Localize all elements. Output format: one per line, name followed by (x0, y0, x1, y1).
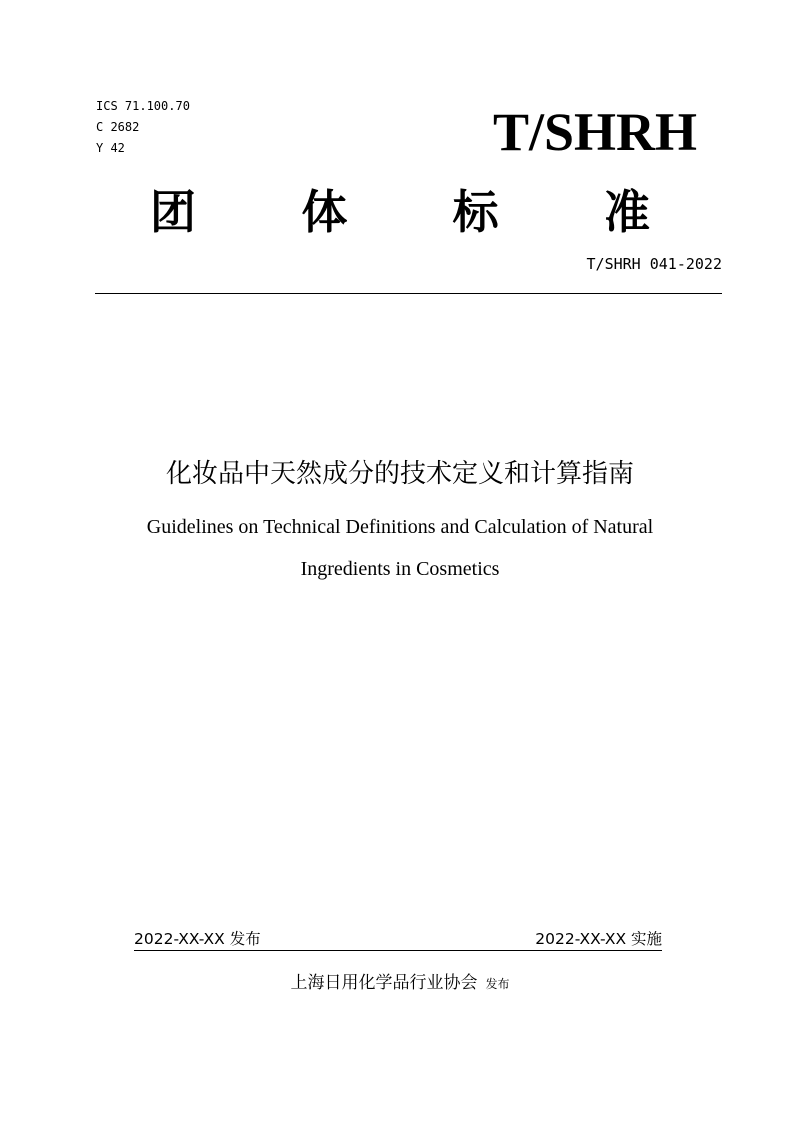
publish-date: 2022-XX-XX 发布 (134, 930, 261, 948)
classification-codes (96, 96, 190, 159)
standard-type-heading (150, 184, 650, 240)
ccs-code: C 2682 (96, 120, 140, 134)
standard-brand-mark: T/SHRH (492, 102, 697, 162)
publisher-name: 上海日用化学品行业协会 (290, 973, 478, 993)
standard-type-char: 团 (150, 185, 196, 239)
publisher-line (0, 970, 800, 997)
english-title-line: Guidelines on Technical Definitions and Calculation of Natural (146, 516, 654, 538)
standard-type-char: 标 (452, 185, 499, 239)
date-row (134, 928, 662, 951)
category-code: Y 42 (96, 141, 125, 155)
implement-date: 2022-XX-XX 实施 (535, 930, 662, 948)
header-divider (95, 293, 722, 294)
standard-type-char: 准 (603, 185, 650, 239)
ics-code: ICS 71.100.70 (96, 99, 190, 113)
english-title-line: Ingredients in Cosmetics (300, 558, 500, 580)
document-title-english (0, 506, 800, 590)
standard-number: T/SHRH 041-2022 (586, 255, 722, 273)
standard-type-char: 体 (301, 185, 348, 239)
document-title-chinese: 化妆品中天然成分的技术定义和计算指南 (165, 459, 634, 489)
publish-label: 发布 (485, 977, 510, 991)
